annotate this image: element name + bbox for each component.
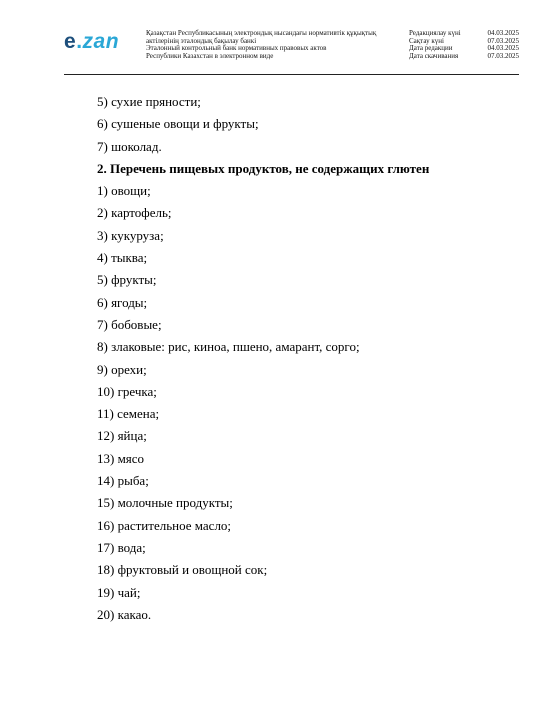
ezan-logo[interactable] (64, 30, 119, 54)
list-item: 11) семена; (97, 406, 160, 422)
meta-label: Дата редакции (409, 44, 453, 53)
meta-value: 07.03.2025 (487, 51, 519, 60)
list-item: 8) злаковые: рис, киноа, пшено, амарант, сорго; (97, 339, 360, 355)
logo-dot: . (76, 30, 83, 53)
header-divider (64, 74, 519, 75)
meta-label: Дата скачивания (409, 51, 459, 60)
list-item: 2) картофель; (97, 205, 172, 221)
header-line: Республики Казахстан в электронном виде (146, 51, 274, 60)
list-item: 19) чай; (97, 584, 141, 600)
list-item: 14) рыба; (97, 473, 149, 489)
logo-zan: zan (82, 30, 120, 53)
list-item: 4) тыква; (97, 250, 148, 266)
meta-value: 04.03.2025 (487, 29, 519, 37)
header-source-text (146, 30, 396, 60)
header-line: актілерінің эталондық бақылау банкі (146, 36, 257, 45)
list-item: 6) ягоды; (97, 294, 148, 310)
document-body (97, 91, 517, 626)
header-line: Эталонный контрольный банк нормативных правовых актов (146, 44, 327, 53)
list-item: 15) молочные продукты; (97, 495, 233, 511)
list-item: 3) кукуруза; (97, 227, 164, 243)
list-item: 13) мясо (97, 450, 145, 466)
meta-label: Сақтау күні (409, 36, 444, 45)
list-item: 20) какао. (97, 606, 152, 622)
list-item: 5) фрукты; (97, 272, 157, 288)
document-header (0, 0, 557, 80)
list-item: 12) яйца; (97, 428, 147, 444)
logo-e: e (64, 30, 77, 53)
list-item: 7) бобовые; (97, 316, 162, 332)
section-heading: 2. Перечень пищевых продуктов, не содержащих глютен (97, 160, 430, 176)
list-item: 17) вода; (97, 539, 146, 555)
header-line: Қазақстан Республикасының электрондық нысандағы нормативтік құқықтық (146, 29, 377, 37)
meta-label: Редакциялау күні (409, 29, 461, 37)
list-item: 16) растительное масло; (97, 517, 232, 533)
meta-value: 04.03.2025 (487, 44, 519, 53)
header-dates (409, 30, 519, 60)
meta-value: 07.03.2025 (487, 36, 519, 45)
list-item: 7) шоколад. (97, 138, 162, 154)
list-item: 18) фруктовый и овощной сок; (97, 562, 268, 578)
list-item: 1) овощи; (97, 183, 151, 199)
meta-row (409, 53, 519, 61)
list-item: 10) гречка; (97, 383, 157, 399)
list-item: 6) сушеные овощи и фрукты; (97, 116, 259, 132)
list-item: 9) орехи; (97, 361, 147, 377)
list-item: 5) сухие пряности; (97, 94, 201, 109)
